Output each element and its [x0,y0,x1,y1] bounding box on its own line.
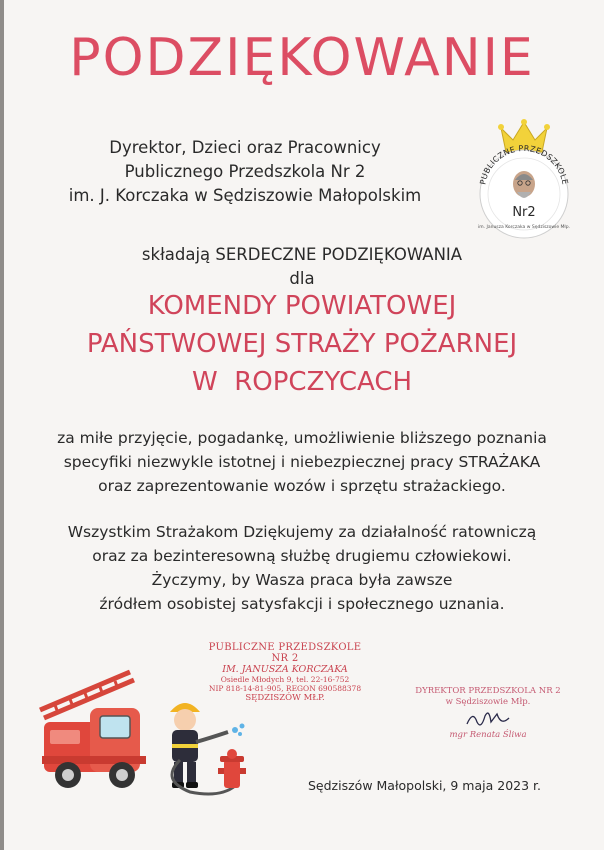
firefighter-icon [170,703,200,788]
stamp-line-2: IM. JANUSZA KORCZAKA [222,664,348,675]
recipient-line-1: KOMENDY POWIATOWEJ [147,291,457,321]
director-stamp-line-2: w Sędziszowie Młp. [445,697,531,707]
stamp-line-1: PUBLICZNE PRZEDSZKOLE NR 2 [208,642,362,664]
place-and-date: Sędziszów Małopolski, 9 maja 2023 r. [308,778,542,793]
truck-body-icon [42,708,146,772]
signature-icon [463,708,513,730]
fire-truck-illustration [30,660,260,800]
recipient-line-3: W ROPCZYCACH [191,367,413,397]
document-title: PODZIĘKOWANIE [69,28,535,88]
stamp-line-5: SĘDZISZÓW MŁP. [245,693,325,703]
stamp-line-4: NIP 818-14-81-905, REGON 690588378 [208,684,362,693]
director-stamp-line-1: DYREKTOR PRZEDSZKOLA NR 2 [415,686,561,696]
paragraph-2-line-1: Wszystkim Strażakom Dziękujemy za działalność ratowniczą [67,523,537,541]
paragraph-1-line-3: oraz zaprezentowanie wozów i sprzętu strażackiego. [98,477,506,495]
sender-line-2: Publicznego Przedszkola Nr 2 [124,162,366,181]
sender-line-3: im. J. Korczaka w Sędziszowie Małopolskim [68,186,422,205]
sender-line-1: Dyrektor, Dzieci oraz Pracownicy [109,138,381,157]
recipient-line-2: PAŃSTWOWEJ STRAŻY POŻARNEJ [86,329,518,359]
paragraph-2-line-3: Życzymy, by Wasza praca była zawsze [151,571,453,589]
sender-block [40,136,450,208]
paragraph-1-line-2: specyfiki niezwykle istotnej i niebezpiecznej pracy STRAŻAKA [63,453,541,471]
logo-number: Nr2 [512,205,536,220]
kindergarten-logo [471,118,577,242]
paragraph-1-line-1: za miłe przyjęcie, pogadankę, umożliwienie bliższego poznania [57,429,547,447]
paragraph-1 [20,426,584,498]
thanks-lead [0,243,604,291]
hydrant-icon [218,749,246,788]
logo-bottom-text: im. Janusza Korczaka w Sędziszowie Młp. [478,225,570,230]
lead-line-1: składają SERDECZNE PODZIĘKOWANIA [141,245,463,264]
page-edge [0,0,4,850]
paragraph-2-line-2: oraz za bezinteresowną służbę drugiemu człowiekowi. [92,547,512,565]
stamp-line-3: Osiedle Młodych 9, tel. 22-16-752 [220,675,350,684]
paragraph-2-line-4: źródłem osobistej satysfakcji i społecznego uznania. [99,595,505,613]
director-name: mgr Renata Śliwa [449,730,527,740]
logo-arc-text: PUBLICZNE PRZEDSZKOLE [478,143,570,186]
paragraph-2 [20,520,584,616]
director-stamp [408,686,568,741]
lead-line-2: dla [289,269,315,288]
recipient-block [0,287,604,401]
